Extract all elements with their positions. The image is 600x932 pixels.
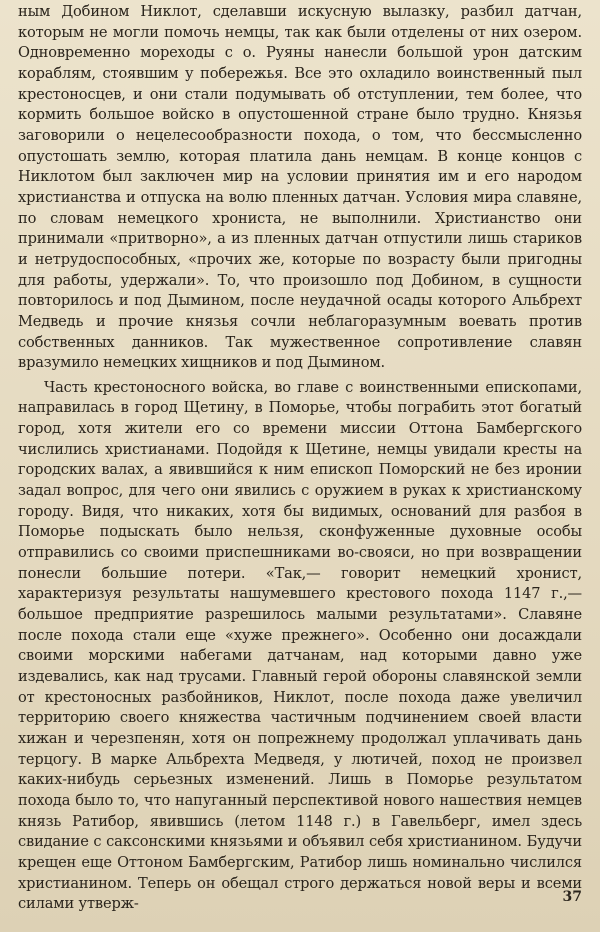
paragraph-1: ным Добином Никлот, сделавши искусную вылазку, разбил датчан, которым не могли помочь немцы, так как были отделены от них озером. Одновременно мореходы с о. Руяны нанесли большой урон датским кораблям, стоявшим у побережья. Все это охладило воинственный пыл крестоносцев, и они стали подумывать об отступлении, тем более, что кормить большое войско в опустошенной стране было трудно. Князья заговорили о нецелесообразности похода, о том, что бессмысленно опустошать землю, которая платила дань немцам. В конце концов с Никлотом был заключен мир на условии принятия им и его народом христианства и отпуска на волю пленных датчан. Условия мира славяне, по словам немецкого хрониста, не выполнили. Христианство они принимали «притворно», а из пленных датчан отпустили лишь стариков и нетрудоспособных, «прочих же, которые по возрасту были пригодны для работы, удержали». То, что произошло под Добином, в сущности повторилось и под Дымином, после неудачной осады которого Альбрехт Медведь и прочие князья сочли неблагоразумным воевать против собственных данников. Так мужественное сопротивление славян вразумило немецких хищников и под Дымином. bbox=[18, 3, 582, 372]
paragraph-2-text: Часть крестоносного войска, во главе с воинственными епископами, направилась в город Щетину, в Поморье, чтобы пограбить этот богатый город, хотя жители его со времени миссии Оттона Бамбергского числились христианами. Подойдя к Щетине, немцы увидали кресты на городских валах, а явившийся к ним епископ Поморский не без иронии задал вопрос, для чего они явились с оружием в руках к христианскому городу. Видя, что никаких, хотя бы видимых, оснований для разбоя в Поморье подыскать было нельзя, сконфуженные духовные особы отправились со своими приспешниками во-свояси, но при возвращении понесли большие потери. «Так,— говорит немецкий хронист, характеризуя результаты нашумевшего крестового похода 1147 г.,— большое предприятие разрешилось малыми результатами». Славяне после похода стали еще «хуже прежнего». Особенно они досаждали своими морскими набегами датчанам, над которыми давно уже издевались, как над трусами. Главный герой обороны славянской земли от крестоносных разбойников, Никлот, после похода даже увеличил территорию своего княжества частичным подчинением своей власти хижан и черезпенян, хотя он попрежнему продолжал уплачивать дань терцогу. В марке Альбрехта Медведя, у лютичей, поход не произвел каких-нибудь серьезных изменений. Лишь в Поморье результатом похода было то, что напуганный перспективой нового нашествия немцев князь Ратибор, явившись (летом 1148 г.) в Гавельберг, имел здесь свидание с саксонскими князьями и объявил себя христианином. Будучи крещен еще Оттоном Бамбергским, Ратибор лишь номинально числился христианином. Теперь он обещал строго держаться новой веры и всеми силами утверж- bbox=[18, 378, 582, 913]
page-number: 37 bbox=[562, 889, 582, 905]
paragraph-2 bbox=[18, 378, 582, 915]
